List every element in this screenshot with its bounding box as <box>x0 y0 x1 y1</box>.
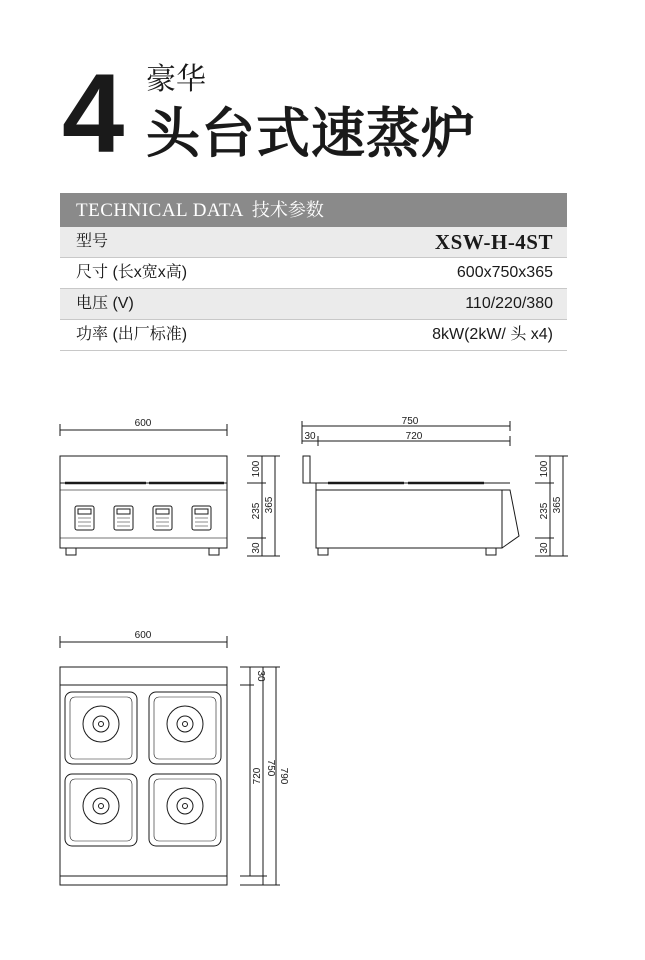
front-top-label: 100 <box>251 460 262 478</box>
side-view <box>302 421 568 556</box>
model-number-large: 4 <box>62 51 123 176</box>
burner-1 <box>65 692 137 764</box>
spec-label: 型号 <box>76 233 109 250</box>
spec-label: 尺寸 (长x宽x高) <box>76 264 188 281</box>
plan-depth-inner-label: 720 <box>252 767 263 785</box>
front-body <box>60 456 227 548</box>
side-total-label: 750 <box>401 416 419 427</box>
front-base-label: 30 <box>251 542 262 554</box>
side-depth-label: 720 <box>405 431 423 442</box>
front-total-label: 365 <box>264 496 275 514</box>
side-back-label: 30 <box>304 431 316 442</box>
front-view <box>60 424 280 556</box>
spec-heading-en: TECHNICAL DATA <box>76 200 244 221</box>
control-panel-1 <box>75 506 94 530</box>
side-base-label: 30 <box>539 542 550 554</box>
burner-4 <box>149 774 221 846</box>
plan-width-label: 600 <box>134 630 152 641</box>
subtitle: 豪华 <box>146 63 206 96</box>
control-panel-4 <box>192 506 211 530</box>
plan-view <box>60 636 280 885</box>
control-panel-3 <box>153 506 172 530</box>
plan-back-label: 30 <box>255 670 266 682</box>
spec-value: XSW-H-4ST <box>434 230 553 254</box>
page-title: 头台式速蒸炉 <box>146 104 476 164</box>
spec-heading-zh: 技术参数 <box>251 200 324 220</box>
spec-label: 功率 (出厂标准) <box>76 326 188 343</box>
spec-value: 8kW(2kW/ 头 x4) <box>432 326 553 343</box>
side-top-label: 100 <box>539 460 550 478</box>
dimension-labels <box>135 416 563 785</box>
plan-depth-outer-label: 790 <box>278 767 289 785</box>
spec-label: 电压 (V) <box>76 295 134 312</box>
spec-value: 110/220/380 <box>465 295 553 312</box>
side-height-label: 365 <box>552 496 563 514</box>
plan-outline <box>60 667 227 885</box>
side-body-label: 235 <box>539 502 550 520</box>
burner-2 <box>149 692 221 764</box>
front-width-label: 600 <box>134 418 152 429</box>
front-body-label: 235 <box>251 502 262 520</box>
control-panel-2 <box>114 506 133 530</box>
spec-value: 600x750x365 <box>456 264 553 281</box>
burner-3 <box>65 774 137 846</box>
plan-depth-label: 750 <box>265 759 276 777</box>
